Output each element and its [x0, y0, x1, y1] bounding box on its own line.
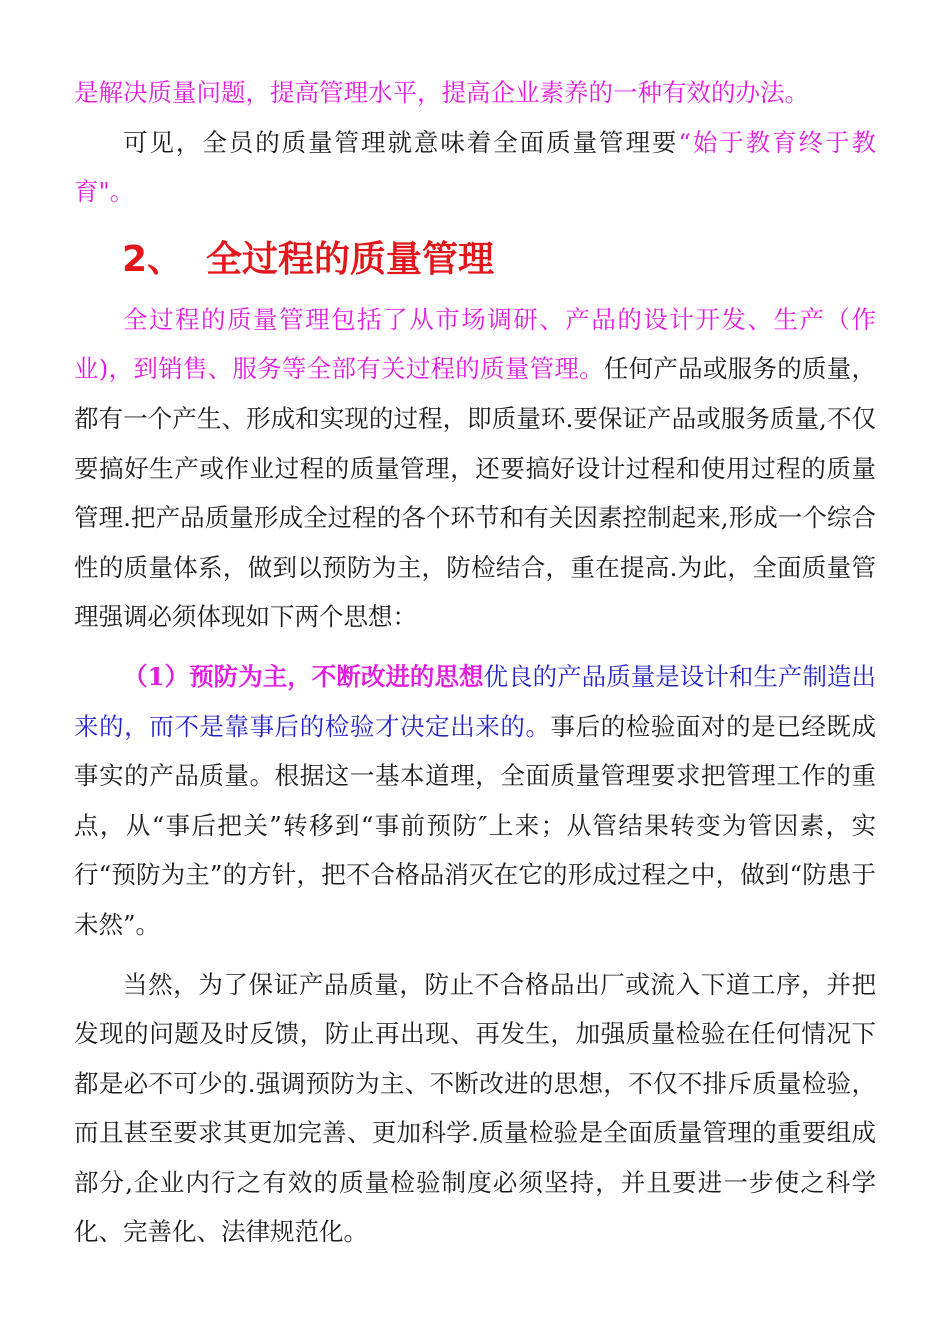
- intro-text: 是解决质量问题，提高管理水平，提高企业素养的一种有效的办法。: [74, 78, 809, 107]
- education-lead: 可见，全员的质量管理就意味着全面质量管理要: [123, 127, 679, 157]
- paragraph-prevention: [74, 652, 876, 950]
- prevention-label: （1）预防为主，不断改进的思想: [123, 661, 484, 691]
- prevention-principle: 优良的产品质量是设计和生产制造出来的，而不是靠事后的检验才决定出来的。: [74, 661, 877, 741]
- whole-process-body: 任何产品或服务的质量，都有一个产生、形成和实现的过程，即质量环.要保证产品或服务质量,不仅要搞好生产或作业过程的质量管理，还要搞好设计过程和使用过程的质量管理.把产品质量形成全过程的各个环节和有关因素控制起来,形成一个综合性的质量体系，做到以预防为主，防检结合，重在提高.为此，全面质量管理强调必须体现如下两个思想：: [74, 354, 876, 632]
- section-heading: [74, 229, 876, 291]
- section-number: 2、: [122, 238, 184, 280]
- paragraph-intro: [74, 68, 876, 118]
- paragraph-gap: [74, 950, 876, 960]
- paragraph-whole-process: [74, 295, 876, 642]
- inspection-body: 当然，为了保证产品质量，防止不合格品出厂或流入下道工序，并把发现的问题及时反馈，防止再出现、再发生，加强质量检验在任何情况下都是必不可少的.强调预防为主、不断改进的思想，不仅不排斥质量检验，而且甚至要求其更加完善、更加科学.质量检验是全面质量管理的重要组成部分,企业内行之有效的质量检验制度必须坚持，并且要进一步使之科学化、完善化、法律规范化。: [74, 969, 876, 1247]
- education-quote: “始于教育终于教育"。: [74, 127, 877, 207]
- paragraph-gap: [74, 642, 876, 652]
- prevention-body: 事后的检验面对的是已经既成事实的产品质量。根据这一基本道理，全面质量管理要求把管理工作的重点，从“事后把关”转移到“事前预防″上来；从管结果转变为管因素，实行“预防为主”的方针，把不合格品消灭在它的形成过程之中，做到“防患于未然”。: [74, 711, 876, 939]
- section-title: 全过程的质量管理: [206, 238, 495, 280]
- whole-process-definition: 全过程的质量管理包括了从市场调研、产品的设计开发、生产（作业)，到销售、服务等全部有关过程的质量管理。: [74, 304, 876, 384]
- paragraph-education: [74, 118, 876, 217]
- paragraph-inspection: [74, 960, 876, 1258]
